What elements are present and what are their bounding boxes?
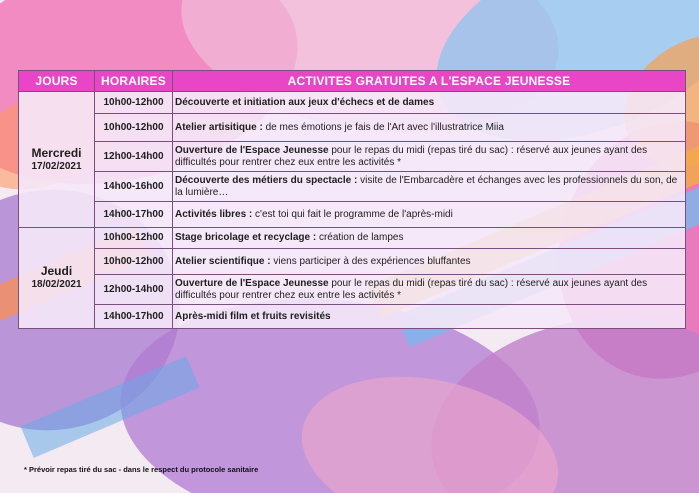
- activity-title: Découverte et initiation aux jeux d'échecs et de dames: [175, 96, 435, 108]
- day-name: Mercredi: [31, 145, 82, 160]
- activity-cell: [173, 114, 686, 142]
- table-row: [19, 92, 686, 114]
- activity-desc: pour le repas du midi (repas tiré du sac) : réservé aux jeunes ayant des difficultés pour rentrer chez eux entre les activités *: [175, 144, 648, 168]
- table-row: [19, 305, 686, 329]
- activity-desc: viens participer à des expériences bluffantes: [270, 255, 471, 267]
- time-cell: 14h00-16h00: [95, 172, 173, 202]
- schedule-table: [18, 70, 686, 329]
- activity-desc: de mes émotions je fais de l'Art avec l'illustratrice Miia: [262, 121, 504, 133]
- table-row: [19, 202, 686, 228]
- table-row: [19, 142, 686, 172]
- day-date: 18/02/2021: [31, 279, 82, 290]
- time-cell: 10h00-12h00: [95, 114, 173, 142]
- day-date: 17/02/2021: [31, 160, 82, 172]
- time-cell: 12h00-14h00: [95, 142, 173, 172]
- header-activities: ACTIVITES GRATUITES A L'ESPACE JEUNESSE: [173, 71, 686, 92]
- time-cell: 10h00-12h00: [95, 92, 173, 114]
- time-cell: 10h00-12h00: [95, 228, 173, 249]
- table-row: [19, 114, 686, 142]
- table-row: [19, 249, 686, 275]
- activity-title: Activités libres :: [175, 208, 253, 220]
- table-header-row: [19, 71, 686, 92]
- activity-title: Ouverture de l'Espace Jeunesse: [175, 144, 329, 156]
- table-row: [19, 275, 686, 305]
- activity-cell: [173, 172, 686, 202]
- activity-cell: [173, 275, 686, 305]
- activity-title: Stage bricolage et recyclage :: [175, 232, 317, 243]
- day-name: Jeudi: [40, 264, 73, 278]
- activity-desc: pour le repas du midi (repas tiré du sac) : réservé aux jeunes ayant des difficultés pour rentrer chez eux entre les activités *: [175, 277, 648, 301]
- time-cell: 12h00-14h00: [95, 275, 173, 305]
- header-hours: HORAIRES: [95, 71, 173, 92]
- activity-cell: [173, 202, 686, 228]
- table-row: [19, 172, 686, 202]
- time-cell: 10h00-12h00: [95, 249, 173, 275]
- activity-cell: [173, 142, 686, 172]
- footnote: * Prévoir repas tiré du sac - dans le respect du protocole sanitaire: [24, 465, 259, 474]
- day-cell-thursday: [19, 228, 95, 329]
- day-cell-wednesday: [19, 92, 95, 228]
- activity-desc: création de lampes: [316, 232, 404, 243]
- activity-cell: [173, 305, 686, 329]
- activity-cell: [173, 92, 686, 114]
- time-cell: 14h00-17h00: [95, 202, 173, 228]
- activity-desc: c'est toi qui fait le programme de l'après-midi: [252, 208, 453, 220]
- activity-cell: [173, 228, 686, 249]
- activity-title: Ouverture de l'Espace Jeunesse: [175, 277, 329, 289]
- time-cell: 14h00-17h00: [95, 305, 173, 329]
- schedule-table-container: [18, 70, 685, 329]
- header-days: JOURS: [19, 71, 95, 92]
- activity-cell: [173, 249, 686, 275]
- activity-title: Atelier artisitique :: [175, 121, 263, 133]
- activity-title: Découverte des métiers du spectacle :: [175, 174, 358, 186]
- activity-title: Atelier scientifique :: [175, 255, 271, 267]
- activity-desc: visite de l'Embarcadère et échanges avec les professionnels du son, de la lumière…: [175, 174, 678, 198]
- activity-title: Après-midi film et fruits revisités: [175, 310, 331, 322]
- table-row: [19, 228, 686, 249]
